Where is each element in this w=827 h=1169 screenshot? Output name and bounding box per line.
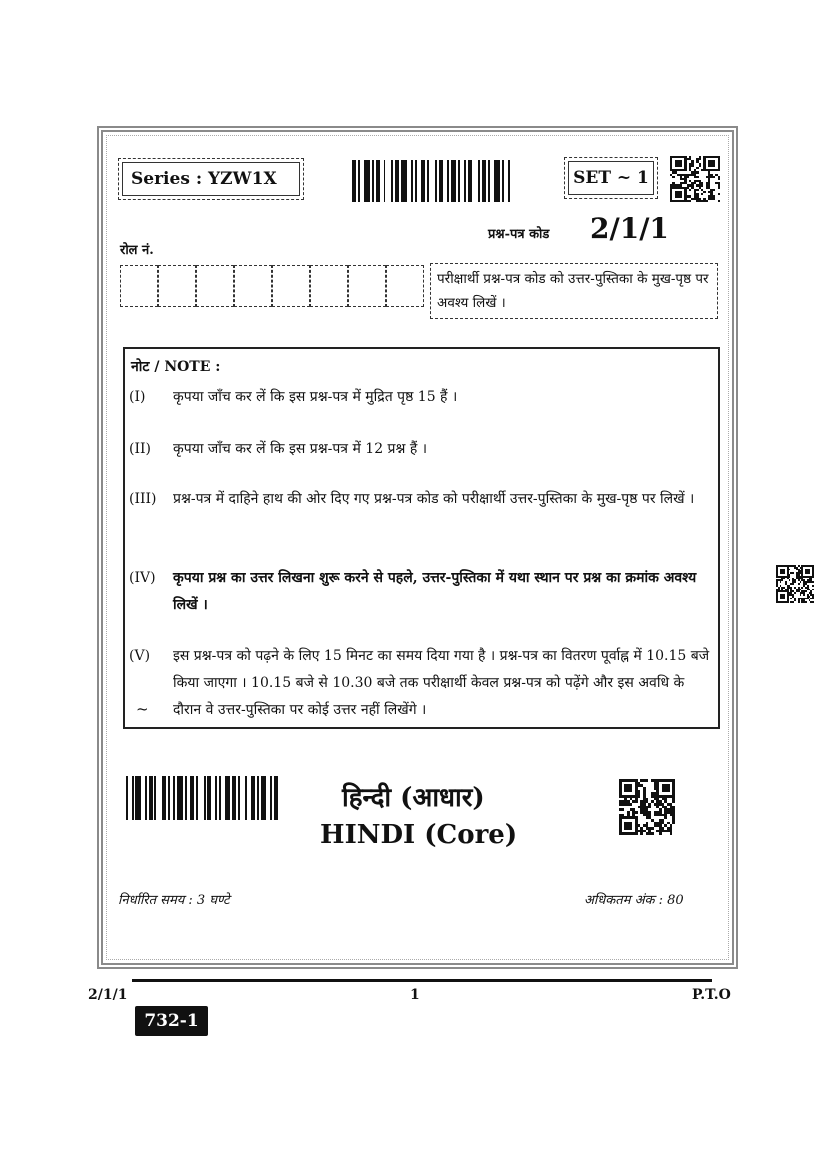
series-label: Series : YZW1X	[122, 162, 300, 196]
roll-digit-box[interactable]	[386, 265, 424, 307]
roll-digit-box[interactable]	[196, 265, 234, 307]
please-turn-over: P.T.O	[692, 987, 731, 1003]
note-item-number: (IV)	[129, 570, 156, 586]
roll-digit-box[interactable]	[348, 265, 386, 307]
note-item-number: (III)	[129, 491, 157, 507]
qr-module	[812, 601, 814, 603]
roll-number-label: रोल नं.	[120, 243, 154, 258]
roll-digit-box[interactable]	[158, 265, 196, 307]
roll-digit-box[interactable]	[272, 265, 310, 307]
footer-rule	[132, 979, 712, 982]
subject-title-hindi: हिन्दी (आधार)	[342, 783, 485, 813]
note-item-text: कृपया जाँच कर लें कि इस प्रश्न-पत्र में 12 प्रश्न हैं ।	[173, 441, 428, 457]
roll-number-boxes[interactable]	[120, 265, 424, 307]
series-box	[118, 158, 304, 200]
barcode-bar	[274, 776, 278, 820]
subject-title-english: HINDI (Core)	[320, 820, 518, 850]
barcode-bar	[508, 160, 510, 202]
note-item-text: प्रश्न-पत्र में दाहिने हाथ की ओर दिए गए प्रश्न-पत्र कोड को परीक्षार्थी उत्तर-पुस्तिका के मुख-पृष्ठ पर लिखें ।	[173, 491, 695, 507]
top-barcode	[352, 160, 510, 202]
note-item-number: (I)	[129, 389, 146, 405]
set-label: SET ~ 1	[568, 161, 654, 195]
note-item-number: (V)	[129, 648, 151, 664]
note-title: नोट / NOTE :	[131, 359, 221, 375]
roll-digit-box[interactable]	[234, 265, 272, 307]
note-item-text: कृपया प्रश्न का उत्तर लिखना शुरू करने से पहले, उत्तर-पुस्तिका में यथा स्थान पर प्रश्न का क्रमांक अवश्य लिखें ।	[173, 570, 697, 613]
side-qr-code	[776, 565, 814, 603]
top-qr-code	[670, 156, 720, 202]
roll-digit-box[interactable]	[310, 265, 348, 307]
paper-number-badge: 732-1	[135, 1006, 208, 1036]
question-paper-code: 2/1/1	[590, 212, 669, 245]
note-item-text: कृपया जाँच कर लें कि इस प्रश्न-पत्र में मुद्रित पृष्ठ 15 हैं ।	[173, 389, 458, 405]
question-paper-code-label: प्रश्न-पत्र कोड	[488, 227, 550, 242]
footer-paper-code: 2/1/1	[88, 987, 128, 1003]
time-allowed: निर्धारित समय : 3 घण्टे	[118, 893, 230, 908]
tilde-mark: ~	[136, 700, 149, 718]
roll-number-instruction: परीक्षार्थी प्रश्न-पत्र कोड को उत्तर-पुस्तिका के मुख-पृष्ठ पर अवश्य लिखें ।	[430, 263, 718, 319]
subject-qr-code	[619, 779, 675, 835]
qr-module	[672, 832, 675, 835]
subject-barcode	[126, 776, 278, 820]
qr-module	[718, 200, 720, 202]
note-item-text: इस प्रश्न-पत्र को पढ़ने के लिए 15 मिनट का समय दिया गया है । प्रश्न-पत्र का वितरण पूर्वाह्न में 10.15 बजे किया जाएगा । 10.15 बजे से 10.30 बजे तक परीक्षार्थी केवल प्रश्न-पत्र को पढ़ेंगे और इस अवधि के दौरान वे उत्तर-पुस्तिका पर कोई उत्तर नहीं लिखेंगे ।	[173, 648, 710, 718]
maximum-marks: अधिकतम अंक : 80	[584, 893, 684, 908]
set-box	[564, 157, 658, 199]
note-item-number: (II)	[129, 441, 151, 457]
roll-digit-box[interactable]	[120, 265, 158, 307]
page-number: 1	[410, 987, 420, 1003]
